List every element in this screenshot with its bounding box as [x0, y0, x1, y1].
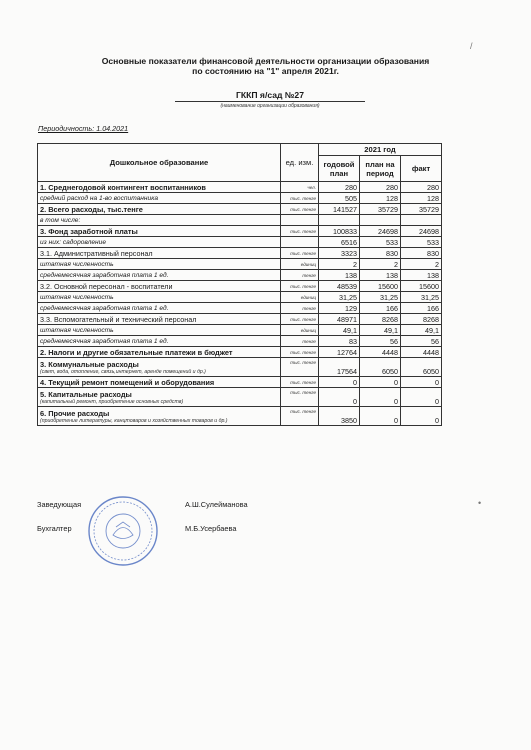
row-fact: 4448 — [401, 347, 442, 358]
row-period: 15600 — [360, 281, 401, 292]
row-fact: 0 — [401, 407, 442, 426]
row-period: 4448 — [360, 347, 401, 358]
row-unit — [281, 215, 319, 226]
table-row — [38, 292, 442, 303]
table-row — [38, 193, 442, 204]
periodicity: Периодичность: 1.04.2021 — [38, 124, 129, 133]
row-unit: тенге — [281, 303, 319, 314]
row-fact: 830 — [401, 248, 442, 259]
table-row — [38, 407, 442, 426]
header-period: план на период — [360, 156, 401, 182]
table-row — [38, 281, 442, 292]
page-dot-icon: • — [478, 498, 482, 508]
table-row — [38, 270, 442, 281]
header-fact: факт — [401, 156, 442, 182]
row-period: 0 — [360, 377, 401, 388]
row-label: 4. Текущий ремонт помещений и оборудования — [38, 377, 281, 388]
row-fact: 8268 — [401, 314, 442, 325]
page-mark-icon: / — [470, 41, 473, 51]
row-period: 128 — [360, 193, 401, 204]
row-period: 0 — [360, 388, 401, 407]
row-period: 138 — [360, 270, 401, 281]
row-plan: 48539 — [319, 281, 360, 292]
row-period — [360, 215, 401, 226]
row-unit: тыс. тенге — [281, 314, 319, 325]
table-row — [38, 215, 442, 226]
table-row — [38, 226, 442, 237]
financial-table — [37, 143, 442, 426]
row-label: средний расход на 1-во воспитанника — [38, 193, 281, 204]
row-unit: тыс. тенге — [281, 226, 319, 237]
row-label — [38, 407, 281, 426]
organization-name: ГККП я/сад №27 — [175, 90, 365, 102]
row-plan: 3850 — [319, 407, 360, 426]
row-unit: тыс. тенге — [281, 281, 319, 292]
row-fact: 128 — [401, 193, 442, 204]
row-fact: 0 — [401, 388, 442, 407]
accountant-name: М.Б.Усербаева — [185, 524, 237, 533]
table-row — [38, 204, 442, 215]
row-label-text: 3. Коммунальные расходы — [40, 359, 139, 369]
row-label: штатная численность — [38, 259, 281, 270]
header-title: Дошкольное образование — [38, 144, 281, 182]
row-period: 0 — [360, 407, 401, 426]
row-period: 830 — [360, 248, 401, 259]
row-plan — [319, 215, 360, 226]
row-unit: единиц — [281, 325, 319, 336]
row-fact: 24698 — [401, 226, 442, 237]
row-plan: 141527 — [319, 204, 360, 215]
row-label: 3.2. Основной пересонал - воспитатели — [38, 281, 281, 292]
row-plan: 3323 — [319, 248, 360, 259]
row-unit: тыс. тенге — [281, 407, 319, 426]
row-unit: тыс. тенге — [281, 377, 319, 388]
head-title: Заведующая — [37, 500, 82, 509]
row-unit: тыс. тенге — [281, 347, 319, 358]
row-unit: тенге — [281, 270, 319, 281]
row-label: штатная численность — [38, 292, 281, 303]
row-unit: тыс. тенге — [281, 388, 319, 407]
row-unit: тенге — [281, 336, 319, 347]
row-plan: 31,25 — [319, 292, 360, 303]
row-label: среднемесячная заработная плата 1 ед. — [38, 303, 281, 314]
row-period: 24698 — [360, 226, 401, 237]
row-unit: тыс. тенге — [281, 204, 319, 215]
row-period: 56 — [360, 336, 401, 347]
row-label: 2. Всего расходы, тыс.тенге — [38, 204, 281, 215]
row-label: 1. Среднегодовой контингент воспитанников — [38, 182, 281, 193]
row-plan: 129 — [319, 303, 360, 314]
row-plan: 2 — [319, 259, 360, 270]
table-row — [38, 347, 442, 358]
table-row — [38, 358, 442, 377]
row-label: среднемесячная заработная плата 1 ед. — [38, 270, 281, 281]
row-fact: 138 — [401, 270, 442, 281]
row-fact: 280 — [401, 182, 442, 193]
header-unit: ед. изм. — [281, 144, 319, 182]
row-label: 3. Фонд заработной платы — [38, 226, 281, 237]
row-plan: 138 — [319, 270, 360, 281]
row-fact: 56 — [401, 336, 442, 347]
head-name: А.Ш.Сулейманова — [185, 500, 248, 509]
table-row — [38, 259, 442, 270]
table-row — [38, 325, 442, 336]
row-fact: 0 — [401, 377, 442, 388]
round-seal-icon — [86, 494, 160, 568]
row-plan: 6516 — [319, 237, 360, 248]
row-fact: 533 — [401, 237, 442, 248]
header-plan: годовой план — [319, 156, 360, 182]
row-plan: 0 — [319, 388, 360, 407]
row-label: из них: садоровление — [38, 237, 281, 248]
row-label: штатная численность — [38, 325, 281, 336]
row-period: 49,1 — [360, 325, 401, 336]
row-period: 8268 — [360, 314, 401, 325]
row-plan: 505 — [319, 193, 360, 204]
row-period: 2 — [360, 259, 401, 270]
row-fact: 35729 — [401, 204, 442, 215]
row-fact: 2 — [401, 259, 442, 270]
row-fact: 49,1 — [401, 325, 442, 336]
row-plan: 0 — [319, 377, 360, 388]
row-label-text: 6. Прочие расходы — [40, 408, 110, 418]
table-row — [38, 248, 442, 259]
row-label — [38, 358, 281, 377]
row-unit: единиц — [281, 292, 319, 303]
row-label-text: 5. Капитальные расходы — [40, 389, 132, 399]
row-label: 3.1. Административный персонал — [38, 248, 281, 259]
table-body — [38, 182, 442, 426]
table-row — [38, 388, 442, 407]
header-year: 2021 год — [319, 144, 442, 156]
row-label — [38, 388, 281, 407]
organization-caption: (наименование организации образования) — [220, 103, 320, 109]
report-title-line2: по состоянию на "1" апреля 2021г. — [192, 66, 339, 76]
row-unit: тыс. тенге — [281, 193, 319, 204]
row-note: (свет, вода, отопление, связь,интернет, аренде помещений и др.) — [40, 368, 206, 375]
row-unit: тыс. тенге — [281, 358, 319, 377]
row-period: 6050 — [360, 358, 401, 377]
row-unit — [281, 237, 319, 248]
row-fact: 31,25 — [401, 292, 442, 303]
row-plan: 48971 — [319, 314, 360, 325]
row-label: в том числе: — [38, 215, 281, 226]
table-row — [38, 377, 442, 388]
row-unit: чел. — [281, 182, 319, 193]
row-label: среднемесячная заработная плата 1 ед. — [38, 336, 281, 347]
row-unit: единиц — [281, 259, 319, 270]
table-row — [38, 303, 442, 314]
row-label: 3.3. Вспомогательный и технический персонал — [38, 314, 281, 325]
row-plan: 280 — [319, 182, 360, 193]
row-period: 35729 — [360, 204, 401, 215]
row-period: 166 — [360, 303, 401, 314]
row-fact: 15600 — [401, 281, 442, 292]
accountant-title: Бухгалтер — [37, 524, 72, 533]
row-note: (приобретение литературы, канцтоваров и хозяйственных товаров и др.) — [40, 417, 228, 424]
row-plan: 100833 — [319, 226, 360, 237]
row-label: 2. Налоги и другие обязательные платежи в бюджет — [38, 347, 281, 358]
table-row — [38, 237, 442, 248]
table-row — [38, 314, 442, 325]
row-note: (капитальный ремонт, приобретение основных средств) — [40, 398, 184, 405]
row-plan: 12764 — [319, 347, 360, 358]
table-row — [38, 336, 442, 347]
row-fact: 6050 — [401, 358, 442, 377]
row-fact: 166 — [401, 303, 442, 314]
table-row — [38, 182, 442, 193]
row-plan: 17564 — [319, 358, 360, 377]
row-period: 280 — [360, 182, 401, 193]
row-unit: тыс. тенге — [281, 248, 319, 259]
row-plan: 83 — [319, 336, 360, 347]
report-title-line1: Основные показатели финансовой деятельности организации образования — [101, 56, 430, 66]
row-plan: 49,1 — [319, 325, 360, 336]
row-period: 31,25 — [360, 292, 401, 303]
row-period: 533 — [360, 237, 401, 248]
row-fact — [401, 215, 442, 226]
